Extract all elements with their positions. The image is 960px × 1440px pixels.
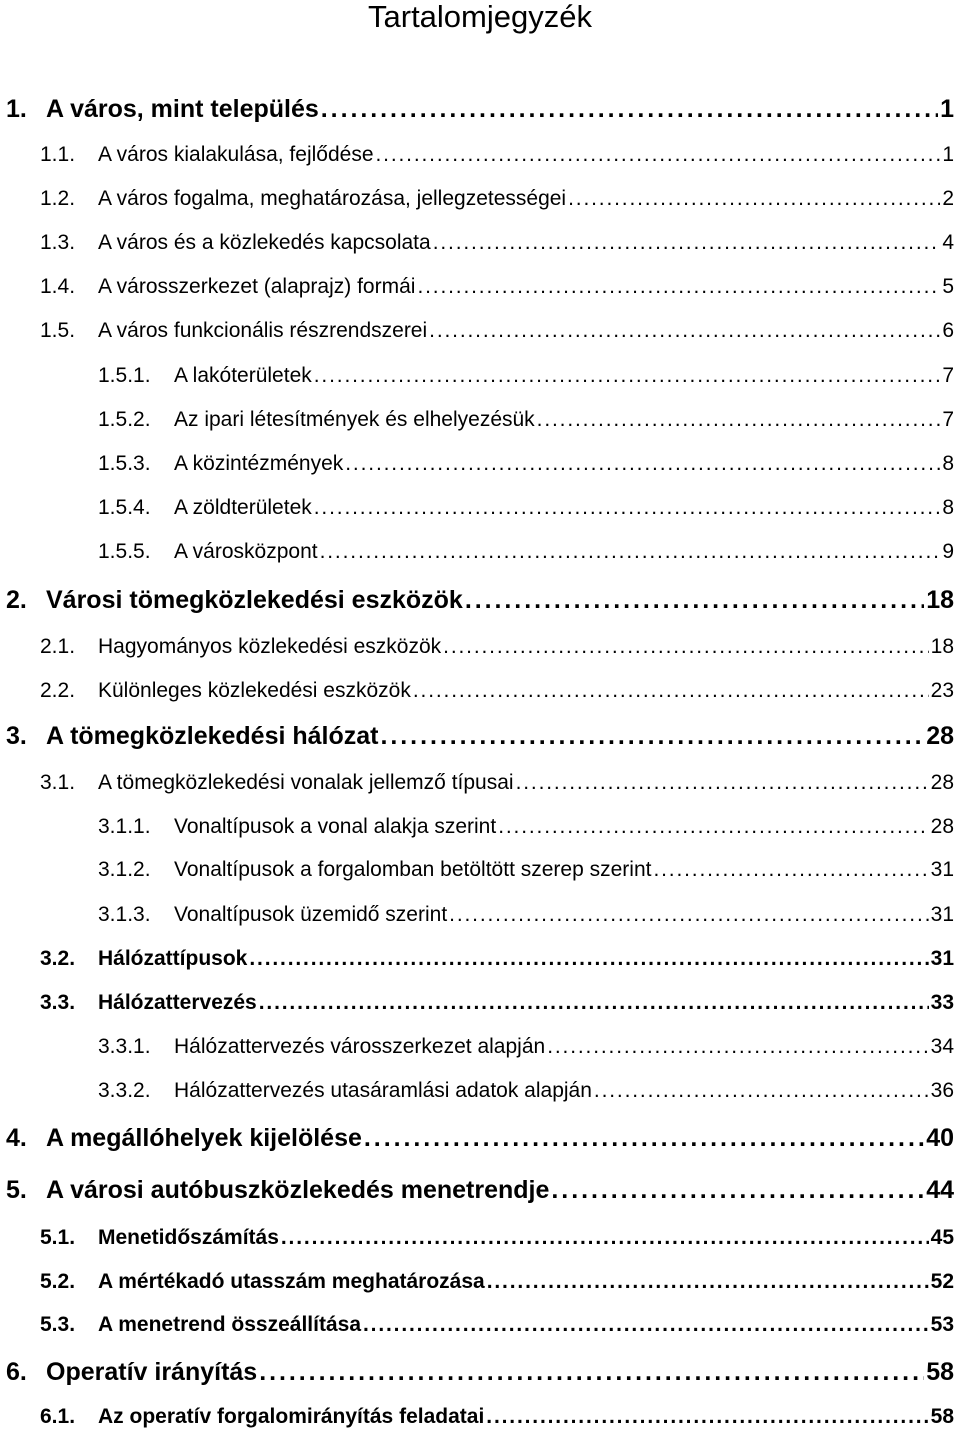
toc-entry-title[interactable]: A városközpont: [174, 540, 318, 563]
toc-entry-number: 1.5.1.: [98, 364, 151, 387]
toc-entry[interactable]: [0, 1035, 960, 1065]
toc-entry[interactable]: [0, 1124, 960, 1154]
toc-entry-number: 5.3.: [40, 1313, 76, 1336]
toc-entry-number: 1.3.: [40, 231, 76, 254]
toc-entry-page[interactable]: 1: [940, 95, 954, 123]
toc-entry-page[interactable]: 28: [926, 722, 954, 750]
toc-entry[interactable]: [0, 540, 960, 570]
toc-entry-page[interactable]: 5: [942, 275, 954, 298]
toc-entry-title[interactable]: Hagyományos közlekedési eszközök: [98, 635, 442, 658]
toc-entry-title[interactable]: Menetidőszámítás: [98, 1226, 279, 1249]
toc-entry-title[interactable]: A tömegközlekedési vonalak jellemző típusai: [98, 771, 514, 794]
toc-entry-number: 3.3.1.: [98, 1035, 151, 1058]
toc-entry-title[interactable]: A lakóterületek: [174, 364, 312, 387]
toc-entry[interactable]: [0, 1079, 960, 1109]
toc-entry-number: 6.1.: [40, 1405, 76, 1428]
toc-entry-number: 1.5.: [40, 319, 76, 342]
toc-entry[interactable]: [0, 679, 960, 709]
toc-entry-number: 1.1.: [40, 143, 76, 166]
toc-entry-number: 1.5.2.: [98, 408, 151, 431]
toc-entry[interactable]: [0, 1226, 960, 1256]
toc-entry-number: 1.5.5.: [98, 540, 151, 563]
toc-entry-page[interactable]: 7: [942, 408, 954, 431]
toc-entry-title[interactable]: Vonaltípusok üzemidő szerint: [174, 903, 448, 926]
toc-entry-number: 2.: [6, 586, 27, 614]
toc-entry-number: 3.3.2.: [98, 1079, 151, 1102]
toc-entry-page[interactable]: 58: [926, 1358, 954, 1386]
toc-entry[interactable]: [0, 143, 960, 173]
toc-entry[interactable]: [0, 364, 960, 394]
toc-entry[interactable]: [0, 1313, 960, 1343]
toc-entry-page[interactable]: 8: [942, 452, 954, 475]
toc-entry-title[interactable]: A városi autóbuszközlekedés menetrendje: [46, 1176, 550, 1204]
dot-leader: [417, 275, 940, 299]
dot-leader: [259, 991, 929, 1015]
toc-entry[interactable]: [0, 771, 960, 801]
toc-entry-title[interactable]: A város és a közlekedés kapcsolata: [98, 231, 431, 254]
toc-entry-page[interactable]: 31: [930, 903, 954, 926]
toc-entry-page[interactable]: 9: [942, 540, 954, 563]
toc-entry-title[interactable]: Az operatív forgalomirányítás feladatai: [98, 1405, 485, 1428]
toc-entry-title[interactable]: Hálózattípusok: [98, 947, 248, 970]
toc-entry[interactable]: [0, 1358, 960, 1388]
dot-leader: [364, 1124, 924, 1153]
toc-entry-page[interactable]: 8: [942, 496, 954, 519]
toc-entry[interactable]: [0, 635, 960, 665]
toc-entry-number: 1.5.3.: [98, 452, 151, 475]
dot-leader: [516, 771, 929, 795]
dot-leader: [259, 1358, 924, 1387]
toc-entry-title[interactable]: A város, mint település: [46, 95, 319, 123]
toc-entry-page[interactable]: 52: [930, 1270, 954, 1293]
dot-leader: [568, 187, 940, 211]
toc-entry-title[interactable]: A város fogalma, meghatározása, jellegzetességei: [98, 187, 567, 210]
toc-entry[interactable]: [0, 586, 960, 616]
dot-leader: [551, 1176, 924, 1205]
toc-entry-number: 1.4.: [40, 275, 76, 298]
toc-entry-title[interactable]: A tömegközlekedési hálózat: [46, 722, 379, 750]
toc-entry-number: 3.2.: [40, 947, 76, 970]
toc-entry-title[interactable]: Hálózattervezés utasáramlási adatok alapján: [174, 1079, 592, 1102]
toc-entry[interactable]: [0, 903, 960, 933]
toc-entry-number: 4.: [6, 1124, 27, 1152]
toc-entry-title[interactable]: Hálózattervezés városszerkezet alapján: [174, 1035, 546, 1058]
dot-leader: [443, 635, 928, 659]
toc-entry-page[interactable]: 40: [926, 1124, 954, 1152]
dot-leader: [321, 95, 938, 124]
toc-entry-number: 1.2.: [40, 187, 76, 210]
toc-entry-title[interactable]: Városi tömegközlekedési eszközök: [46, 586, 463, 614]
toc-entry-title[interactable]: A városszerkezet (alaprajz) formái: [98, 275, 416, 298]
toc-entry-page[interactable]: 7: [942, 364, 954, 387]
toc-entry[interactable]: [0, 947, 960, 977]
toc-entry[interactable]: [0, 722, 960, 752]
dot-leader: [487, 1270, 929, 1294]
dot-leader: [281, 1226, 929, 1250]
dot-leader: [537, 408, 941, 432]
toc-entry-page[interactable]: 28: [930, 815, 954, 838]
page-title: Tartalomjegyzék: [368, 0, 592, 34]
toc-entry[interactable]: [0, 319, 960, 349]
toc-entry-page[interactable]: 45: [930, 1226, 954, 1249]
toc-entry-number: 6.: [6, 1358, 27, 1386]
toc-entry[interactable]: [0, 231, 960, 261]
dot-leader: [249, 947, 928, 971]
toc-entry-title[interactable]: Operatív irányítás: [46, 1358, 258, 1386]
toc-entry-page[interactable]: 18: [930, 635, 954, 658]
toc-entry-number: 1.: [6, 95, 27, 123]
toc-entry[interactable]: [0, 95, 960, 125]
dot-leader: [653, 858, 928, 882]
dot-leader: [429, 319, 940, 343]
toc-entry-title[interactable]: A mértékadó utasszám meghatározása: [98, 1270, 485, 1293]
dot-leader: [314, 364, 941, 388]
toc-entry-number: 2.2.: [40, 679, 76, 702]
dot-leader: [320, 540, 941, 564]
toc-entry-page[interactable]: 28: [930, 771, 954, 794]
dot-leader: [486, 1405, 928, 1429]
toc-entry-title[interactable]: Vonaltípusok a forgalomban betöltött szerep szerint: [174, 858, 652, 881]
toc-entry-page[interactable]: 6: [942, 319, 954, 342]
toc-entry[interactable]: [0, 1270, 960, 1300]
toc-entry-number: 5.: [6, 1176, 27, 1204]
toc-entry-title[interactable]: A zöldterületek: [174, 496, 312, 519]
toc-entry-page[interactable]: 36: [930, 1079, 954, 1102]
toc-entry[interactable]: [0, 1176, 960, 1206]
dot-leader: [413, 679, 929, 703]
toc-entry-title[interactable]: A megállóhelyek kijelölése: [46, 1124, 362, 1152]
toc-entry-page[interactable]: 31: [930, 947, 954, 970]
toc-entry-page[interactable]: 31: [930, 858, 954, 881]
dot-leader: [449, 903, 928, 927]
dot-leader: [594, 1079, 929, 1103]
toc-entry-number: 1.5.4.: [98, 496, 151, 519]
toc-entry-page[interactable]: 23: [930, 679, 954, 702]
dot-leader: [465, 586, 924, 615]
toc-entry-title[interactable]: A közintézmények: [174, 452, 344, 475]
toc-entry[interactable]: [0, 991, 960, 1021]
toc-entry[interactable]: [0, 275, 960, 305]
toc-entry-title[interactable]: A város kialakulása, fejlődése: [98, 143, 374, 166]
toc-entry[interactable]: [0, 452, 960, 482]
toc-entry-number: 5.1.: [40, 1226, 76, 1249]
toc-entry-number: 2.1.: [40, 635, 76, 658]
dot-leader: [314, 496, 941, 520]
toc-entry-page[interactable]: 33: [930, 991, 954, 1014]
dot-leader: [433, 231, 941, 255]
toc-entry-page[interactable]: 53: [930, 1313, 954, 1336]
toc-entry-title[interactable]: Az ipari létesítmények és elhelyezésük: [174, 408, 535, 431]
toc-entry-number: 5.2.: [40, 1270, 76, 1293]
dot-leader: [363, 1313, 929, 1337]
dot-leader: [381, 722, 925, 751]
toc-entry[interactable]: [0, 187, 960, 217]
toc-entry[interactable]: [0, 408, 960, 438]
toc-entry-title[interactable]: A város funkcionális részrendszerei: [98, 319, 428, 342]
toc-entry-page[interactable]: 2: [942, 187, 954, 210]
toc-entry-number: 3.1.3.: [98, 903, 151, 926]
toc-entry-title[interactable]: Hálózattervezés: [98, 991, 257, 1014]
toc-entry[interactable]: [0, 496, 960, 526]
toc-entry-number: 3.1.: [40, 771, 76, 794]
toc-entry[interactable]: [0, 1405, 960, 1435]
toc-entry-page[interactable]: 34: [930, 1035, 954, 1058]
toc-entry-number: 3.1.2.: [98, 858, 151, 881]
toc-entry-number: 3.: [6, 722, 27, 750]
toc-entry-page[interactable]: 44: [926, 1176, 954, 1204]
toc-entry[interactable]: [0, 858, 960, 888]
toc-entry-page[interactable]: 1: [942, 143, 954, 166]
dot-leader: [345, 452, 940, 476]
dot-leader: [547, 1035, 928, 1059]
toc-entry-number: 3.1.1.: [98, 815, 151, 838]
toc-entry-title[interactable]: A menetrend összeállítása: [98, 1313, 361, 1336]
dot-leader: [376, 143, 941, 167]
toc-entry-title[interactable]: Különleges közlekedési eszközök: [98, 679, 411, 702]
toc-entry-page[interactable]: 18: [926, 586, 954, 614]
toc-entry-page[interactable]: 4: [942, 231, 954, 254]
toc-entry[interactable]: [0, 815, 960, 845]
toc-entry-page[interactable]: 58: [930, 1405, 954, 1428]
dot-leader: [498, 815, 928, 839]
toc-entry-title[interactable]: Vonaltípusok a vonal alakja szerint: [174, 815, 497, 838]
toc-entry-number: 3.3.: [40, 991, 76, 1014]
